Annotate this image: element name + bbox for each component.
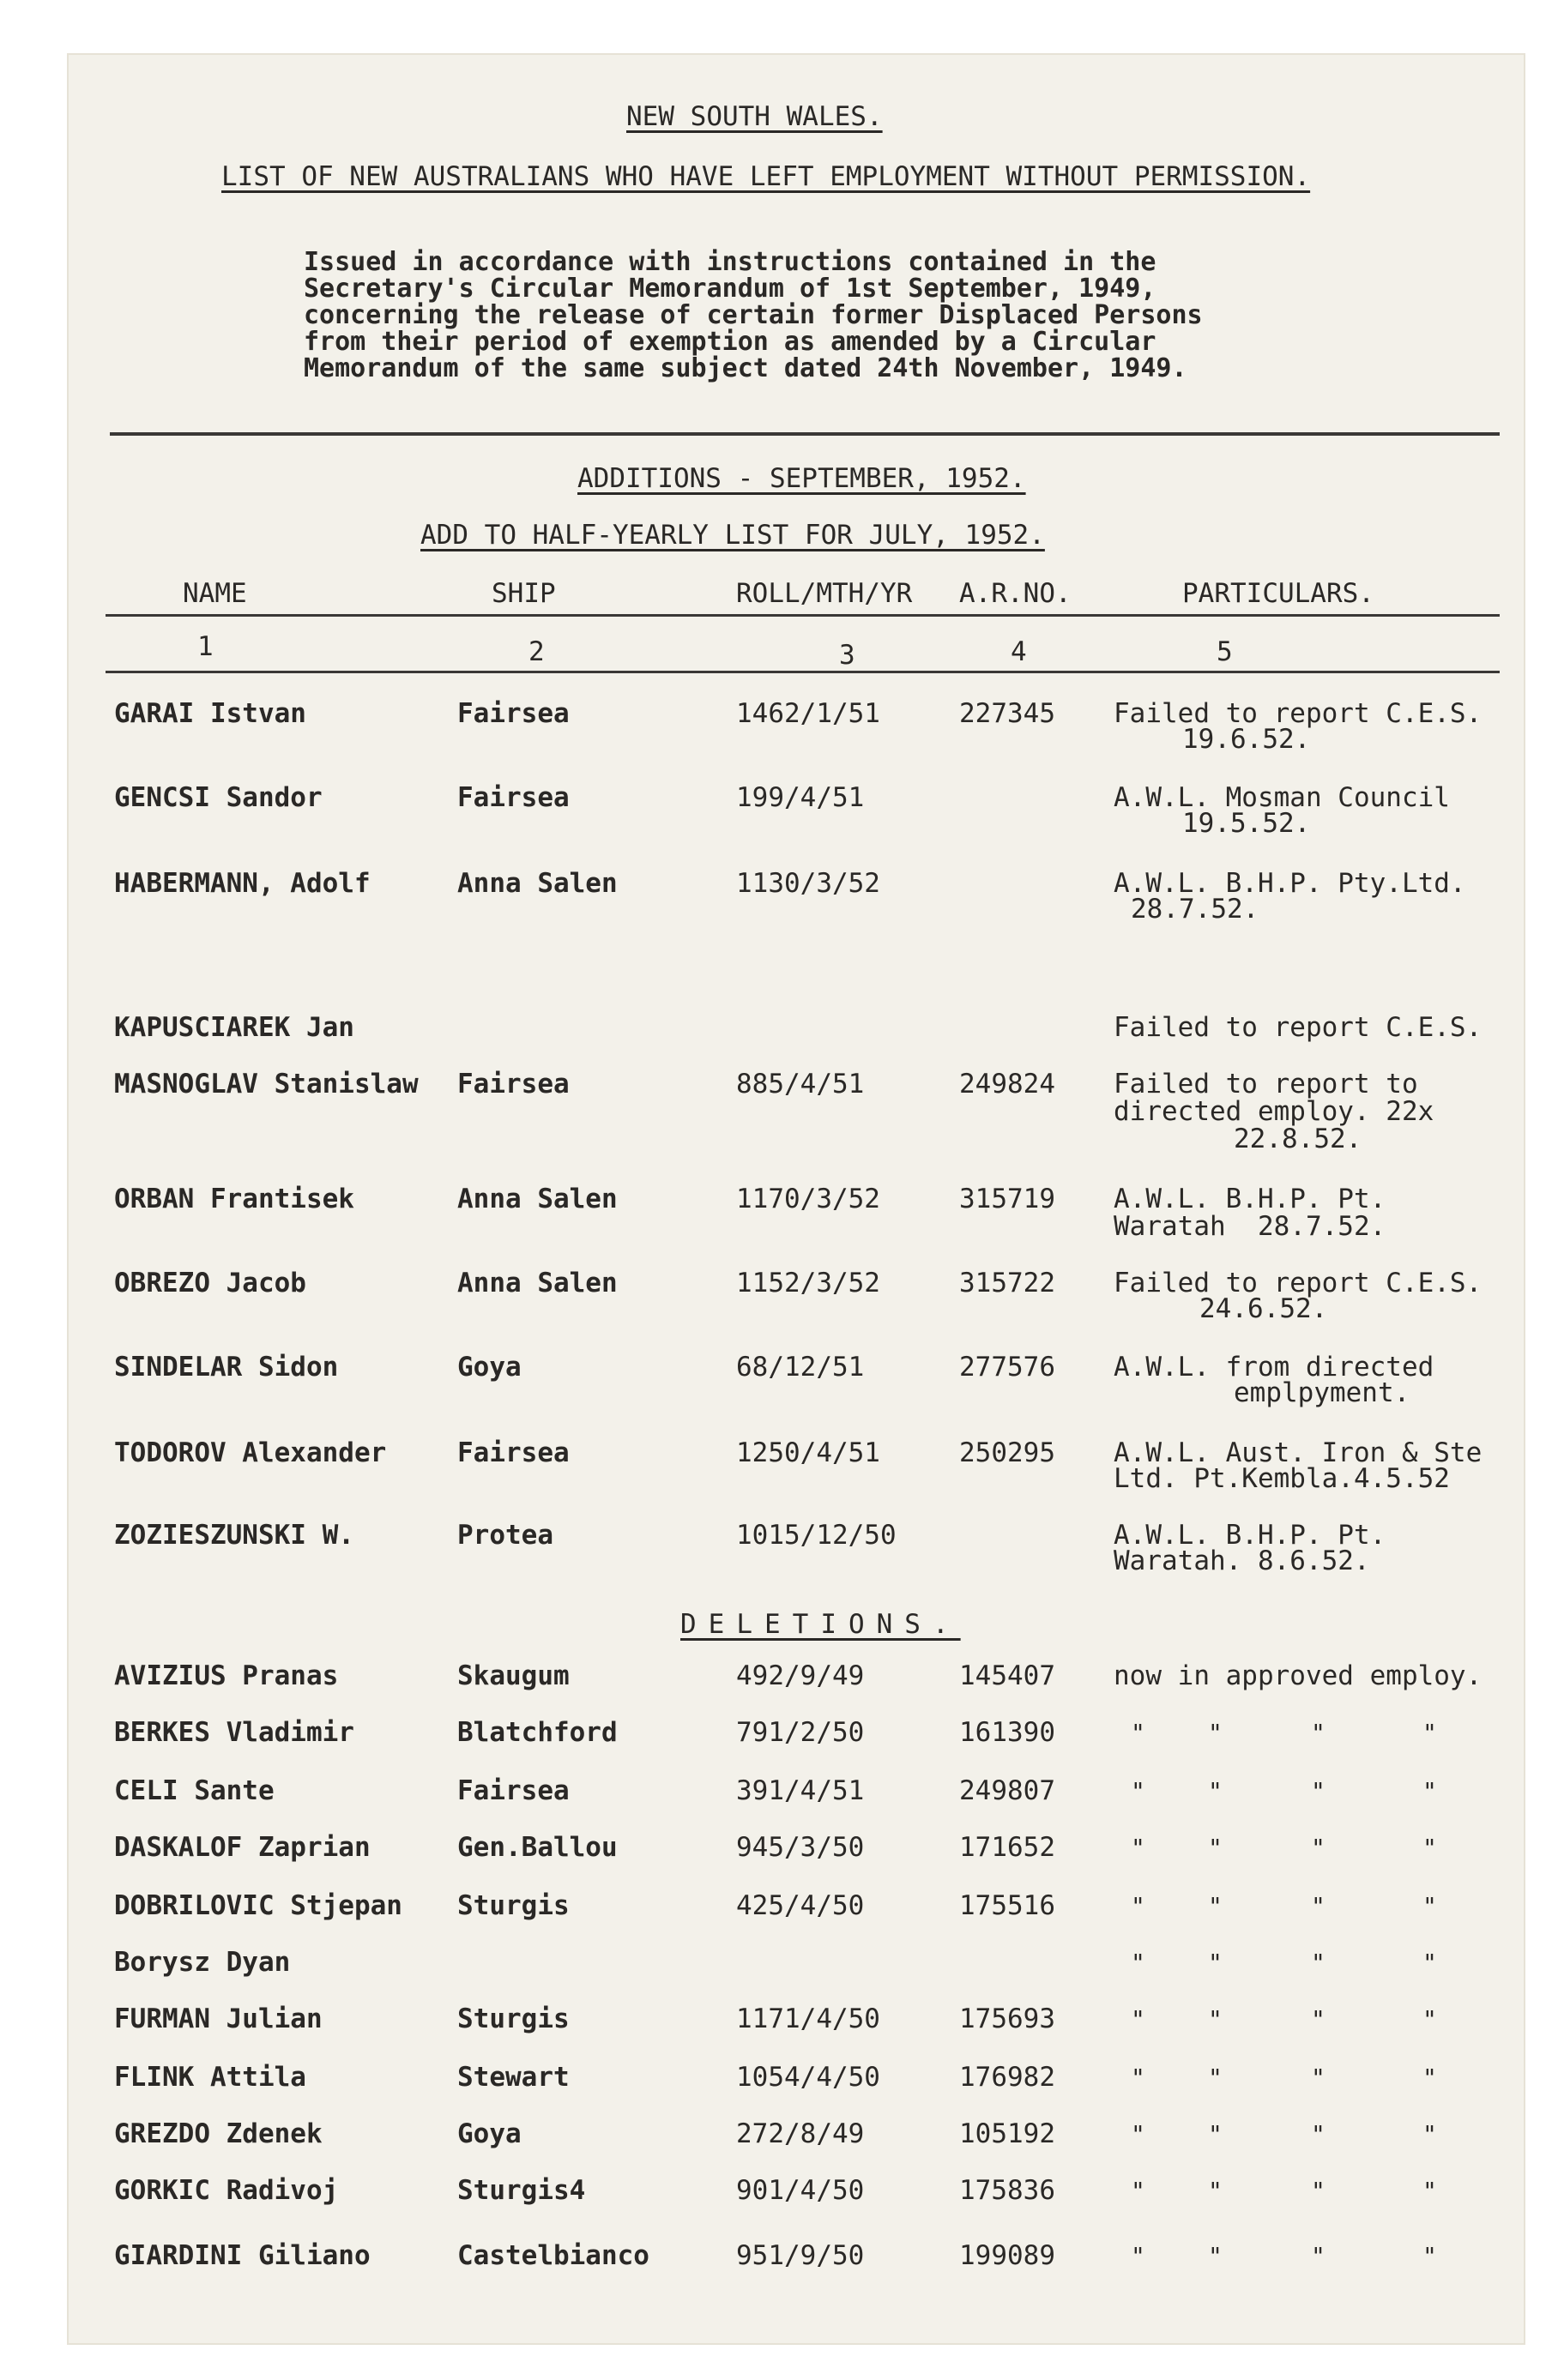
ditto-mark: " (1208, 1777, 1223, 1805)
cell-ship: Blatchford (457, 1717, 618, 1748)
ditto-mark: " (1208, 1719, 1223, 1747)
ditto-mark: " (1131, 1777, 1145, 1805)
additions-title: ADDITIONS - SEPTEMBER, 1952. (577, 463, 1026, 494)
col-header-particulars: PARTICULARS. (1182, 578, 1374, 609)
cell-particulars: A.W.L. B.H.P. Pty.Ltd. (1114, 868, 1466, 899)
cell-ar: 249824 (959, 1069, 1055, 1100)
cell-name: CELI Sante (114, 1775, 275, 1806)
cell-name: FLINK Attila (114, 2062, 306, 2093)
cell-ship: Fairsea (457, 698, 570, 729)
cell-roll: 1054/4/50 (736, 2062, 880, 2093)
intro-line: Issued in accordance with instructions contained in the (304, 247, 1156, 277)
cell-ar: 161390 (959, 1717, 1055, 1748)
ditto-mark: " (1208, 2064, 1223, 2092)
cell-name: MASNOGLAV Stanislaw (114, 1069, 419, 1100)
list-title: LIST OF NEW AUSTRALIANS WHO HAVE LEFT EMPLOYMENT WITHOUT PERMISSION. (221, 161, 1311, 192)
cell-name: GREZDO Zdenek (114, 2118, 323, 2149)
cell-particulars: Ltd. Pt.Kembla.4.5.52 (1114, 1463, 1450, 1494)
col-header-roll: ROLL/MTH/YR (736, 578, 913, 609)
ditto-mark: " (1131, 1834, 1145, 1862)
table-row (67, 2242, 1525, 2293)
ditto-mark: " (1131, 2242, 1145, 2270)
ditto-mark: " (1311, 2120, 1326, 2148)
col-number: 4 (1011, 636, 1027, 667)
cell-roll: 1170/3/52 (736, 1184, 880, 1214)
cell-ship: Anna Salen (457, 868, 618, 899)
cell-particulars: Waratah 28.7.52. (1114, 1211, 1386, 1242)
ditto-mark: " (1311, 2177, 1326, 2205)
cell-ship: Fairsea (457, 1775, 570, 1806)
intro-line: Memorandum of the same subject dated 24th November, 1949. (304, 353, 1187, 383)
cell-roll: 425/4/50 (736, 1890, 865, 1921)
table-row (67, 868, 1525, 925)
cell-particulars: Waratah. 8.6.52. (1114, 1545, 1370, 1576)
cell-ar: 315719 (959, 1184, 1055, 1214)
cell-name: SINDELAR Sidon (114, 1352, 339, 1383)
table-row (67, 1437, 1525, 1494)
table-row (67, 2064, 1525, 2115)
cell-roll: 199/4/51 (736, 782, 865, 813)
cell-ar: 175693 (959, 2003, 1055, 2034)
cell-roll: 951/9/50 (736, 2240, 865, 2271)
cell-name: ORBAN Frantisek (114, 1184, 354, 1214)
table-row (67, 1777, 1525, 1829)
table-row (67, 1014, 1525, 1065)
intro-paragraph (304, 249, 1203, 382)
cell-ar: 171652 (959, 1832, 1055, 1863)
ditto-mark: " (1131, 2005, 1145, 2034)
cell-particulars: Failed to report C.E.S. (1114, 1268, 1483, 1298)
ditto-mark: " (1311, 2242, 1326, 2270)
cell-ship: Fairsea (457, 1437, 570, 1468)
cell-ar: 250295 (959, 1437, 1055, 1468)
cell-particulars: Failed to report to (1114, 1069, 1418, 1100)
cell-name: HABERMANN, Adolf (114, 868, 371, 899)
cell-particulars: A.W.L. from directed (1114, 1352, 1434, 1383)
ditto-mark: " (1208, 1834, 1223, 1862)
cell-name: KAPUSCIAREK Jan (114, 1012, 354, 1043)
ditto-mark: " (1131, 2064, 1145, 2092)
col-number: 5 (1217, 636, 1233, 667)
ditto-mark: " (1131, 1719, 1145, 1747)
cell-particulars: emplpyment. (1234, 1377, 1410, 1408)
ditto-mark: " (1422, 1719, 1437, 1747)
cell-roll: 1250/4/51 (736, 1437, 880, 1468)
ditto-mark: " (1422, 1949, 1437, 1977)
cell-ar: 249807 (959, 1775, 1055, 1806)
ditto-mark: " (1131, 1949, 1145, 1977)
cell-name: DOBRILOVIC Stjepan (114, 1890, 402, 1921)
cell-ship: Stewart (457, 2062, 570, 2093)
cell-name: GIARDINI Giliano (114, 2240, 371, 2271)
cell-particulars: A.W.L. Mosman Council (1114, 782, 1450, 813)
cell-name: AVIZIUS Pranas (114, 1660, 339, 1691)
cell-ship: Sturgis (457, 1890, 570, 1921)
cell-ship: Sturgis4 (457, 2175, 586, 2206)
ditto-mark: " (1422, 1834, 1437, 1862)
ditto-mark: " (1311, 1949, 1326, 1977)
cell-ar: 175836 (959, 2175, 1055, 2206)
cell-particulars-date: 28.7.52. (1131, 894, 1259, 925)
document-page (67, 53, 1525, 2345)
ditto-mark: " (1422, 2064, 1437, 2092)
table-row (67, 2177, 1525, 2228)
cell-ship: Fairsea (457, 782, 570, 813)
cell-roll: 1462/1/51 (736, 698, 880, 729)
cell-name: GARAI Istvan (114, 698, 306, 729)
cell-ar: 105192 (959, 2118, 1055, 2149)
table-row (67, 1069, 1525, 1154)
ditto-mark: " (1422, 2242, 1437, 2270)
intro-line: Secretary's Circular Memorandum of 1st September, 1949, (304, 274, 1156, 304)
cell-roll: 272/8/49 (736, 2118, 865, 2149)
col-header-ar: A.R.NO. (959, 578, 1072, 609)
table-row (67, 1520, 1525, 1576)
cell-ar: 145407 (959, 1660, 1055, 1691)
cell-roll: 945/3/50 (736, 1832, 865, 1863)
cell-ar: 227345 (959, 698, 1055, 729)
ditto-mark: " (1131, 2177, 1145, 2205)
col-number: 2 (528, 636, 545, 667)
cell-ship: Gen.Ballou (457, 1832, 618, 1863)
cell-name: ZOZIESZUNSKI W. (114, 1520, 354, 1551)
ditto-mark: " (1311, 2005, 1326, 2034)
state-heading: NEW SOUTH WALES. (626, 101, 883, 132)
cell-particulars: A.W.L. B.H.P. Pt. (1114, 1520, 1386, 1551)
ditto-mark: " (1311, 1719, 1326, 1747)
col-header-ship: SHIP (492, 578, 556, 609)
table-row (67, 2005, 1525, 2057)
table-row (67, 1662, 1525, 1714)
table-row (67, 1268, 1525, 1324)
cell-roll: 391/4/51 (736, 1775, 865, 1806)
table-row (67, 1719, 1525, 1770)
ditto-mark: " (1208, 1949, 1223, 1977)
table-row (67, 1352, 1525, 1408)
col-header-name: NAME (183, 578, 247, 609)
cell-ship: Sturgis (457, 2003, 570, 2034)
table-row (67, 1184, 1525, 1242)
cell-roll: 492/9/49 (736, 1660, 865, 1691)
cell-ship: Goya (457, 2118, 522, 2149)
table-row (67, 1834, 1525, 1885)
col-number: 1 (197, 631, 214, 662)
cell-ship: Protea (457, 1520, 553, 1551)
divider (110, 432, 1500, 436)
cell-roll: 1171/4/50 (736, 2003, 880, 2034)
cell-ar: 199089 (959, 2240, 1055, 2271)
cell-ar: 176982 (959, 2062, 1055, 2093)
cell-name: BERKES Vladimir (114, 1717, 354, 1748)
ditto-mark: " (1422, 2177, 1437, 2205)
cell-particulars: directed employ. 22x (1114, 1096, 1434, 1127)
ditto-mark: " (1208, 2120, 1223, 2148)
intro-line: concerning the release of certain former Displaced Persons (304, 300, 1203, 330)
cell-ship: Goya (457, 1352, 522, 1383)
deletions-title: DELETIONS. (680, 1609, 961, 1640)
cell-name: TODOROV Alexander (114, 1437, 387, 1468)
ditto-mark: " (1131, 2120, 1145, 2148)
table-row (67, 2120, 1525, 2172)
cell-name: Borysz Dyan (114, 1947, 291, 1978)
ditto-mark: " (1422, 1892, 1437, 1920)
header-rule (106, 614, 1500, 617)
ditto-mark: " (1131, 1892, 1145, 1920)
col-number: 3 (839, 640, 855, 671)
cell-ar: 315722 (959, 1268, 1055, 1298)
cell-roll: 1152/3/52 (736, 1268, 880, 1298)
cell-ship: Anna Salen (457, 1268, 618, 1298)
ditto-mark: " (1208, 2242, 1223, 2270)
cell-name: DASKALOF Zaprian (114, 1832, 371, 1863)
table-row (67, 1949, 1525, 2000)
ditto-mark: " (1422, 1777, 1437, 1805)
table-row (67, 698, 1525, 755)
ditto-mark: " (1208, 2005, 1223, 2034)
cell-roll: 901/4/50 (736, 2175, 865, 2206)
cell-ship: Fairsea (457, 1069, 570, 1100)
ditto-mark: " (1422, 2005, 1437, 2034)
ditto-mark: " (1311, 1892, 1326, 1920)
ditto-mark: " (1208, 2177, 1223, 2205)
cell-particulars-date: 24.6.52. (1199, 1293, 1328, 1324)
cell-roll: 68/12/51 (736, 1352, 865, 1383)
cell-ar: 277576 (959, 1352, 1055, 1383)
cell-name: OBREZO Jacob (114, 1268, 306, 1298)
table-row (67, 782, 1525, 839)
header-rule (106, 671, 1500, 673)
ditto-mark: " (1422, 2120, 1437, 2148)
intro-line: from their period of exemption as amended by a Circular (304, 327, 1156, 357)
cell-particulars: A.W.L. Aust. Iron & Ste (1114, 1437, 1483, 1468)
ditto-mark: " (1311, 2064, 1326, 2092)
table-row (67, 1892, 1525, 1943)
cell-roll: 885/4/51 (736, 1069, 865, 1100)
ditto-mark: " (1311, 1834, 1326, 1862)
cell-ship: Castelbianco (457, 2240, 649, 2271)
cell-ship: Anna Salen (457, 1184, 618, 1214)
cell-particulars: now in approved employ. (1114, 1660, 1483, 1691)
cell-name: GENCSI Sandor (114, 782, 323, 813)
cell-roll: 1015/12/50 (736, 1520, 897, 1551)
cell-particulars-date: 19.6.52. (1182, 724, 1311, 755)
ditto-mark: " (1311, 1777, 1326, 1805)
cell-ar: 175516 (959, 1890, 1055, 1921)
cell-particulars: Failed to report C.E.S. (1114, 698, 1483, 729)
cell-name: GORKIC Radivoj (114, 2175, 339, 2206)
cell-particulars-date: 22.8.52. (1234, 1124, 1362, 1154)
cell-name: FURMAN Julian (114, 2003, 323, 2034)
cell-ship: Skaugum (457, 1660, 570, 1691)
additions-subtitle: ADD TO HALF-YEARLY LIST FOR JULY, 1952. (420, 520, 1045, 551)
cell-particulars: A.W.L. B.H.P. Pt. (1114, 1184, 1386, 1214)
cell-particulars-date: 19.5.52. (1182, 808, 1311, 839)
cell-roll: 791/2/50 (736, 1717, 865, 1748)
cell-roll: 1130/3/52 (736, 868, 880, 899)
ditto-mark: " (1208, 1892, 1223, 1920)
cell-particulars: Failed to report C.E.S. (1114, 1012, 1483, 1043)
